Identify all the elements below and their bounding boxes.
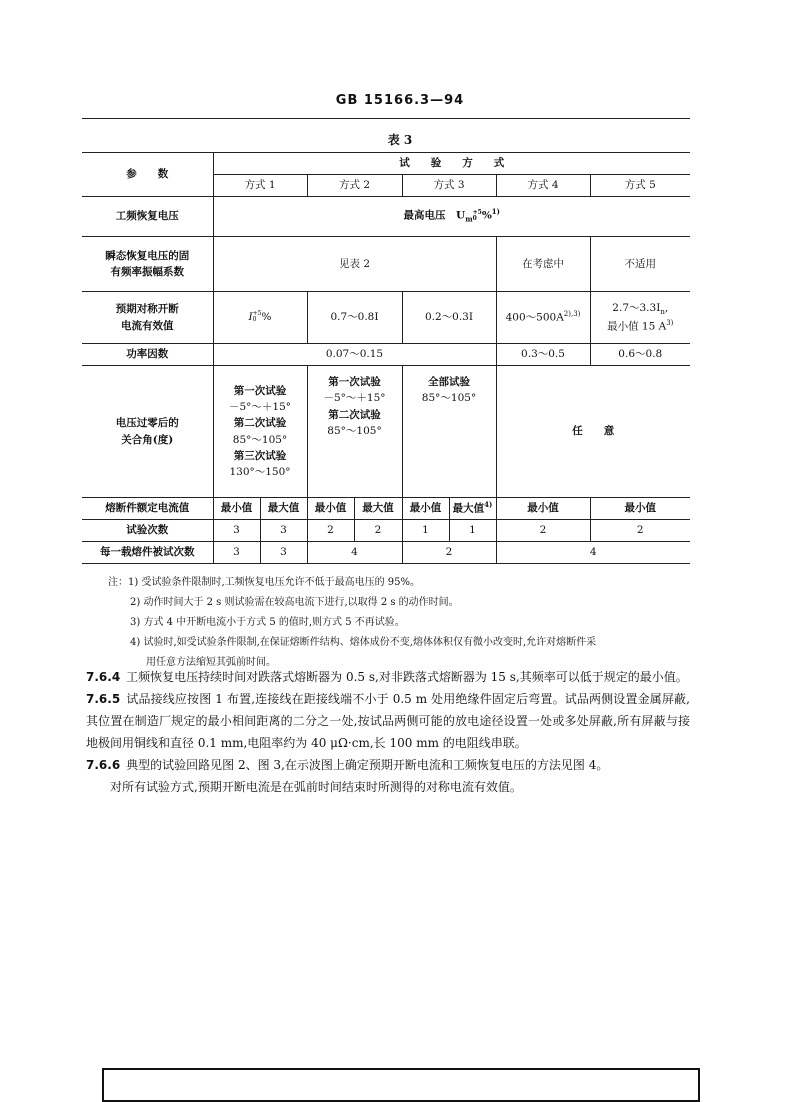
fuse-tests-cell: 2 [402,542,496,564]
mode-1-header: 方式 1 [213,175,307,197]
rated-min: 最小值 [213,498,260,520]
current-mode-4: $400\sim 500A^{2),3)}$ [496,292,590,344]
note-2: 2) 动作时间大于 2 s 则试验需在较高电流下进行,以取得 2 s 的动作时间。 [130,597,459,608]
fuse-tests-cell: 3 [260,542,307,564]
mode-2-header: 方式 2 [307,175,402,197]
rated-max: 最大值 [354,498,402,520]
test-mode-table [82,152,690,564]
rated-min: 最小值 [307,498,354,520]
power-factor-label: 功率因数 [82,344,213,366]
fuse-tests-cell: 4 [496,542,690,564]
test-count-cell: 2 [496,520,590,542]
test-count-cell: 2 [590,520,690,542]
rated-min: 最小值 [402,498,449,520]
note-4: 4) 试验时,如受试验条件限制,在保证熔断件结构、熔体成份不变,熔体体积仅有微小改变时,允许对熔断件采 [130,637,597,648]
voltage-value: 最高电压 $U_m+5$ 0 %$^{1)}$ [213,197,690,237]
note-3: 3) 方式 4 中开断电流小于方式 5 的值时,则方式 5 不再试验。 [130,617,405,628]
mode-5-header: 方式 5 [590,175,690,197]
param-header: 参 数 [82,153,213,197]
test-mode-header: 试 验 方 式 [213,153,690,175]
power-factor-mode-4: 0.3～0.5 [496,344,590,366]
test-count-cell: 1 [402,520,449,542]
paragraph-continuation: 对所有试验方式,预期开断电流是在弧前时间结束时所测得的对称电流有效值。 [110,780,522,794]
bottom-frame [102,1068,700,1102]
angle-modes-4-5: 任 意 [496,366,690,498]
trv-value-mode-4: 在考虑中 [496,237,590,292]
test-count-cell: 2 [354,520,402,542]
angle-mode-1: 第一次试验 －5°～＋15° 第二次试验 85°～105° 第三次试验 130°～150° [213,366,307,498]
body-text [86,666,690,798]
fuse-tests-cell: 3 [213,542,260,564]
current-label: 预期对称开断 电流有效值 [82,292,213,344]
clause-7-6-5: 7.6.5 试品接线应按图 1 布置,连接线在距接线端不小于 0.5 m 处用绝缘件固定后弯置。试品两侧设置金属屏蔽,其位置在制造厂规定的最小相间距离的二分之一处,按试品两侧可能的放电途径设置一处或多处屏蔽,所有屏蔽与接地极间用铜线和直径 0.1 mm,电阻率约为 40 μΩ·cm,长 100 mm 的电阻线串联。 [86,692,690,750]
current-mode-2: 0.7～0.8I [307,292,402,344]
test-count-cell: 3 [213,520,260,542]
clause-7-6-6: 7.6.6 典型的试验回路见图 2、图 3,在示波图上确定预期开断电流和工频恢复电压的方法见图 4。 [86,758,609,772]
mode-4-header: 方式 4 [496,175,590,197]
rated-max: 最大值$^{4)}$ [449,498,496,520]
voltage-label: 工频恢复电压 [82,197,213,237]
rated-current-label: 熔断件额定电流值 [82,498,213,520]
mode-3-header: 方式 3 [402,175,496,197]
table-notes [108,573,698,673]
test-count-label: 试验次数 [82,520,213,542]
power-factor-modes-1-3: 0.07～0.15 [213,344,496,366]
document-header: GB 15166.3—94 [335,93,465,108]
angle-label: 电压过零后的 关合角(度) [82,366,213,498]
current-mode-5: $2.7\sim 3.3I_n$, 最小值 15 $A^{3)}$ [590,292,690,344]
angle-mode-2: 第一次试验 －5°～＋15° 第二次试验 85°～105° [307,366,402,498]
test-count-cell: 1 [449,520,496,542]
current-mode-3: 0.2～0.3I [402,292,496,344]
trv-value-mode-5: 不适用 [590,237,690,292]
fuse-tests-label: 每一载熔件被试次数 [82,542,213,564]
power-factor-mode-5: 0.6～0.8 [590,344,690,366]
test-count-cell: 3 [260,520,307,542]
trv-value-modes-1-3: 见表 2 [213,237,496,292]
rated-min: 最小值 [590,498,690,520]
trv-label: 瞬态恢复电压的固 有频率振幅系数 [82,237,213,292]
test-count-cell: 2 [307,520,354,542]
note-1: 注：1) 受试验条件限制时,工频恢复电压允许不低于最高电压的 95%。 [108,577,421,588]
fuse-tests-cell: 4 [307,542,402,564]
note-4-cont: 用任意方法缩短其弧前时间。 [146,657,276,668]
angle-mode-3: 全部试验 85°～105° [402,366,496,498]
clause-7-6-4: 7.6.4 工频恢复电压持续时间对跌落式熔断器为 0.5 s,对非跌落式熔断器为 15 s,其频率可以低于规定的最小值。 [86,670,688,684]
table-caption: 表 3 [387,133,413,147]
header-rule [82,118,690,119]
rated-max: 最大值 [260,498,307,520]
rated-min: 最小值 [496,498,590,520]
current-mode-1: I+5 0 % [213,292,307,344]
